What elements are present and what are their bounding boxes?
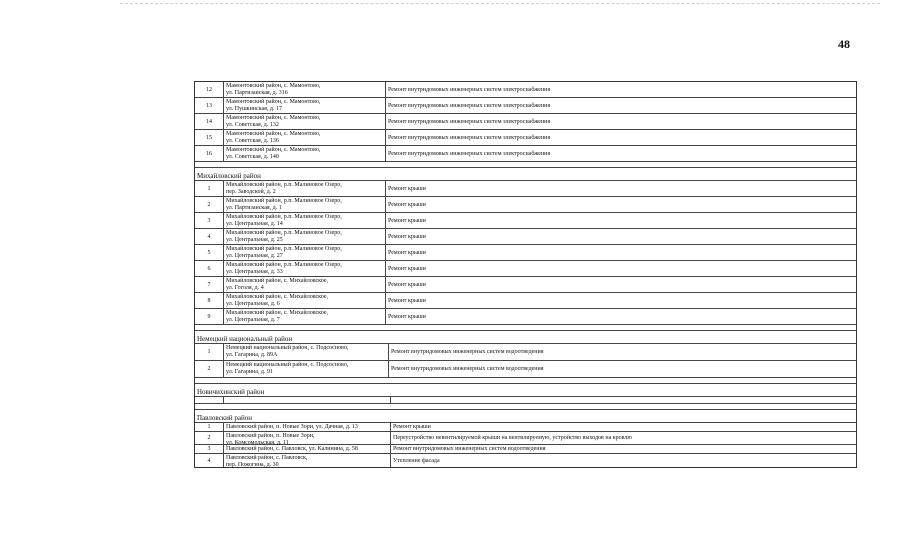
address-cell — [224, 432, 391, 444]
table-row — [195, 229, 856, 245]
district-heading: Павловский район — [195, 410, 856, 423]
table-row — [195, 245, 856, 261]
address-cell — [224, 146, 386, 161]
table-row — [195, 261, 856, 277]
row-number: 1 — [195, 423, 224, 431]
table-row — [195, 197, 856, 213]
work-type-cell: Ремонт крыши — [388, 281, 426, 288]
table-row — [195, 277, 856, 293]
work-type-cell: Ремонт крыши — [388, 217, 426, 224]
address-line-2: ул. Советская, д. 140 — [226, 154, 279, 160]
row-number: 3 — [195, 213, 224, 228]
address-line-2: ул. Центральная, д. 27 — [226, 253, 283, 259]
address-line-1: Павловский район, п. Новые Зори, — [226, 433, 315, 439]
work-type-cell: Утепление фасада — [393, 457, 440, 464]
row-number: 8 — [195, 293, 224, 308]
address-line-1: Мамонтовский район, с. Мамонтово, — [226, 115, 321, 121]
address-cell — [224, 130, 386, 145]
work-type-cell: Ремонт внутридомовых инженерных систем электроснабжения — [388, 134, 551, 141]
address-line-2: ул. Партизанская, д. 316 — [226, 90, 288, 96]
address-cell — [224, 361, 389, 377]
address-line-1: Михайловский район, с. Михайловское, — [226, 278, 329, 284]
table-row — [195, 454, 856, 467]
address-line-1: Михайловский район, р.п. Малиновое Озеро, — [226, 246, 342, 252]
table-row — [195, 445, 856, 454]
row-number: 2 — [195, 361, 224, 377]
address-line-1: Немецкий национальный район, с. Подсосново, — [226, 362, 349, 368]
table-row — [195, 432, 856, 445]
row-number: 5 — [195, 245, 224, 260]
table-row — [195, 293, 856, 309]
row-number: 1 — [195, 344, 224, 360]
work-type-cell: Ремонт крыши — [388, 185, 426, 192]
address-line-1: Мамонтовский район, с. Мамонтово, — [226, 99, 321, 105]
address-cell — [224, 114, 386, 129]
work-type-cell: Переустройство невентилируемой крыши на вентилируемую, устройство выходов на кровлю — [393, 435, 632, 441]
work-type-cell — [391, 397, 856, 403]
address-line-2: ул. Центральная, д. 7 — [226, 317, 280, 323]
work-type-cell: Ремонт крыши — [388, 233, 426, 240]
table-row — [195, 309, 856, 325]
table-row — [195, 181, 856, 197]
table-row — [195, 361, 856, 378]
work-type-cell: Ремонт внутридомовых инженерных систем электроснабжения — [388, 86, 551, 93]
address-cell — [224, 309, 386, 324]
table-row — [195, 82, 856, 98]
address-line-1: Михайловский район, р.п. Малиновое Озеро, — [226, 230, 342, 236]
row-number: 12 — [195, 82, 224, 97]
address-cell — [224, 445, 391, 453]
address-line-1: Павловский район, с. Павловск, — [226, 455, 308, 461]
address-line-1: Немецкий национальный район, с. Подсосново, — [226, 345, 349, 351]
address-line-1: Мамонтовский район, с. Мамонтово, — [226, 147, 321, 153]
work-type-cell: Ремонт крыши — [393, 424, 431, 430]
address-line-2: пер. Заводской, д. 2 — [226, 189, 276, 195]
row-number: 3 — [195, 445, 224, 453]
row-number: 14 — [195, 114, 224, 129]
table-row — [195, 397, 856, 404]
work-type-cell: Ремонт внутридомовых инженерных систем электроснабжения — [388, 118, 551, 125]
work-type-cell: Ремонт крыши — [388, 201, 426, 208]
work-type-cell: Ремонт внутридомовых инженерных систем водоотведения — [391, 366, 544, 372]
address-cell — [224, 423, 391, 431]
row-number: 2 — [195, 432, 224, 444]
address-cell — [224, 181, 386, 196]
address-line-2: пер. Пожогина, д. 30 — [226, 462, 279, 468]
district-heading: Новичихинский район — [195, 384, 856, 397]
row-number: 1 — [195, 181, 224, 196]
address-line-2: ул. Гагарина, д. 89А — [226, 352, 278, 358]
address-line-1: Михайловский район, с. Михайловское, — [226, 310, 329, 316]
works-table — [194, 81, 857, 468]
work-type-cell: Ремонт крыши — [388, 265, 426, 272]
address-line-1: Михайловский район, р.п. Малиновое Озеро, — [226, 182, 342, 188]
row-number — [195, 397, 224, 403]
work-type-cell: Ремонт внутридомовых инженерных систем электроснабжения — [388, 150, 551, 157]
address-line-2: ул. Центральная, д. 14 — [226, 221, 283, 227]
address-line-1: Михайловский район, р.п. Малиновое Озеро, — [226, 198, 342, 204]
table-row — [195, 98, 856, 114]
table-row — [195, 423, 856, 432]
address-line-2: ул. Гагарина, д. 91 — [226, 369, 273, 375]
row-number: 4 — [195, 229, 224, 244]
address-line-2: ул. Гоголя, д. 4 — [226, 285, 264, 291]
row-number: 15 — [195, 130, 224, 145]
address-cell — [224, 213, 386, 228]
table-row — [195, 114, 856, 130]
work-type-cell: Ремонт крыши — [388, 297, 426, 304]
row-number: 6 — [195, 261, 224, 276]
address-cell — [224, 344, 389, 360]
work-type-cell: Ремонт внутридомовых инженерных систем водоотведения — [391, 349, 544, 355]
address-line-1: Мамонтовский район, с. Мамонтово, — [226, 83, 321, 89]
address-line-2: ул. Партизанская, д. 1 — [226, 205, 282, 211]
row-number: 2 — [195, 197, 224, 212]
row-number: 7 — [195, 277, 224, 292]
row-number: 9 — [195, 309, 224, 324]
address-line-1: Михайловский район, р.п. Малиновое Озеро, — [226, 214, 342, 220]
address-line-1: Павловский район, п. Новые Зори, ул. Дачная, д. 13 — [226, 424, 358, 430]
scan-edge-artifact — [120, 3, 880, 6]
address-line-1: Михайловский район, р.п. Малиновое Озеро, — [226, 262, 342, 268]
address-cell — [224, 229, 386, 244]
address-line-1: Мамонтовский район, с. Мамонтово, — [226, 131, 321, 137]
work-type-cell: Ремонт крыши — [388, 313, 426, 320]
address-cell — [224, 98, 386, 113]
row-number: 13 — [195, 98, 224, 113]
row-number: 16 — [195, 146, 224, 161]
address-line-2: ул. Центральная, д. 25 — [226, 237, 283, 243]
address-line-2: ул. Пушкинская, д. 17 — [226, 106, 282, 112]
table-row — [195, 130, 856, 146]
district-heading: Немецкий национальный район — [195, 331, 856, 344]
address-line-2: ул. Советская, д. 132 — [226, 122, 279, 128]
page-number: 48 — [838, 37, 850, 51]
address-cell — [224, 277, 386, 292]
table-row — [195, 146, 856, 162]
address-line-1: Михайловский район, с. Михайловское, — [226, 294, 329, 300]
address-cell — [224, 261, 386, 276]
work-type-cell: Ремонт крыши — [388, 249, 426, 256]
address-line-2: ул. Центральная, д. 33 — [226, 269, 283, 275]
address-line-2: ул. Центральная, д. 6 — [226, 301, 280, 307]
row-number: 4 — [195, 454, 224, 467]
district-heading: Михайловский район — [195, 168, 856, 181]
table-row — [195, 344, 856, 361]
address-line-2: ул. Советская, д. 136 — [226, 138, 279, 144]
address-cell — [224, 197, 386, 212]
table-row — [195, 213, 856, 229]
address-line-1: Павловский район, с. Павловск, ул. Калинина, д. 58 — [226, 446, 358, 452]
work-type-cell: Ремонт внутридомовых инженерных систем электроснабжения — [388, 102, 551, 109]
address-cell — [224, 293, 386, 308]
address-cell — [224, 82, 386, 97]
address-line-2: ул. Комсомольская, д. 11 — [226, 440, 289, 446]
work-type-cell: Ремонт внутридомовых инженерных систем водоотведения — [393, 446, 546, 452]
address-cell — [224, 397, 391, 403]
address-cell — [224, 245, 386, 260]
address-cell — [224, 454, 391, 467]
